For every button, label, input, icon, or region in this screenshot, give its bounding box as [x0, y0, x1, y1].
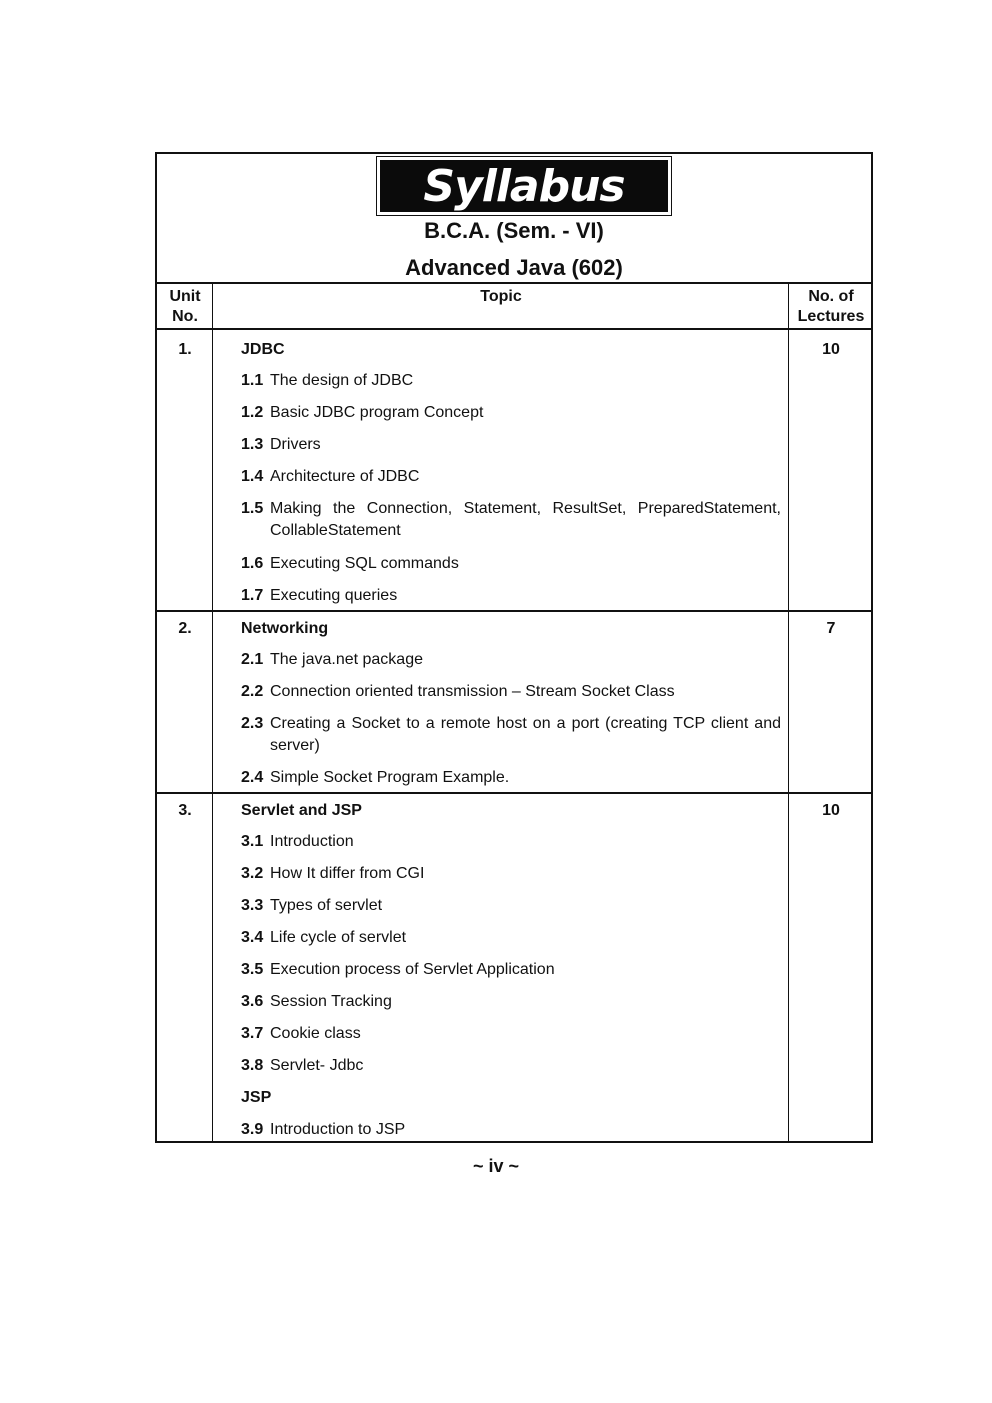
topic-item: 1.2 Basic JDBC program Concept	[241, 404, 484, 421]
topic-item: 3.8 Servlet- Jdbc	[241, 1057, 364, 1074]
column-rule-1	[212, 283, 213, 1141]
topic-item: 3.9 Introduction to JSP	[241, 1121, 406, 1138]
syllabus-banner	[376, 156, 672, 216]
topic-item: 3.3 Types of servlet	[241, 897, 383, 914]
unit-lectures: 10	[822, 802, 840, 819]
unit-lectures: 7	[826, 620, 836, 637]
topic-item: 2.3 Creating a Socket to a remote host on a port (creating TCP client and server)	[241, 715, 781, 754]
topic-item: 1.5 Making the Connection, Statement, ResultSet, PreparedStatement, CollableStatement	[241, 500, 781, 539]
topic-item: 1.6 Executing SQL commands	[241, 555, 459, 572]
page-number: ~ iv ~	[472, 1156, 520, 1176]
course-subtitle: Advanced Java (602)	[405, 255, 623, 280]
topic-item: 1.1 The design of JDBC	[241, 372, 414, 389]
topic-item: 1.3 Drivers	[241, 436, 321, 453]
unit-title: JDBC	[241, 341, 285, 358]
topic-item: 2.2 Connection oriented transmission – Stream Socket Class	[241, 683, 675, 700]
header-bottom-rule	[157, 328, 871, 330]
unit-divider-1	[157, 610, 871, 612]
topic-item: 2.4 Simple Socket Program Example.	[241, 769, 510, 786]
topic-item: 3.2 How It differ from CGI	[241, 865, 425, 882]
unit-title: Networking	[241, 620, 329, 637]
syllabus-table	[155, 152, 873, 1143]
topic-item: 3.5 Execution process of Servlet Application	[241, 961, 555, 978]
topic-item: 1.4 Architecture of JDBC	[241, 468, 420, 485]
unit-subheading: JSP	[241, 1089, 272, 1106]
unit-number: 1.	[178, 341, 192, 358]
column-rule-2	[788, 283, 789, 1141]
header-top-rule	[157, 282, 871, 284]
topic-item: 2.1 The java.net package	[241, 651, 423, 668]
topic-item: 3.6 Session Tracking	[241, 993, 392, 1010]
unit-number: 2.	[178, 620, 192, 637]
syllabus-banner-text: Syllabus	[380, 160, 668, 212]
header-lectures: No. of Lectures	[797, 288, 865, 325]
header-unit-no: Unit No.	[169, 288, 201, 325]
course-title: B.C.A. (Sem. - VI)	[424, 218, 604, 243]
topic-item: 3.4 Life cycle of servlet	[241, 929, 407, 946]
topic-item: 1.7 Executing queries	[241, 587, 398, 604]
unit-lectures: 10	[822, 341, 840, 358]
unit-title: Servlet and JSP	[241, 802, 362, 819]
header-topic: Topic	[480, 288, 522, 305]
unit-number: 3.	[178, 802, 192, 819]
topic-item: 3.1 Introduction	[241, 833, 354, 850]
topic-item: 3.7 Cookie class	[241, 1025, 361, 1042]
unit-divider-2	[157, 792, 871, 794]
